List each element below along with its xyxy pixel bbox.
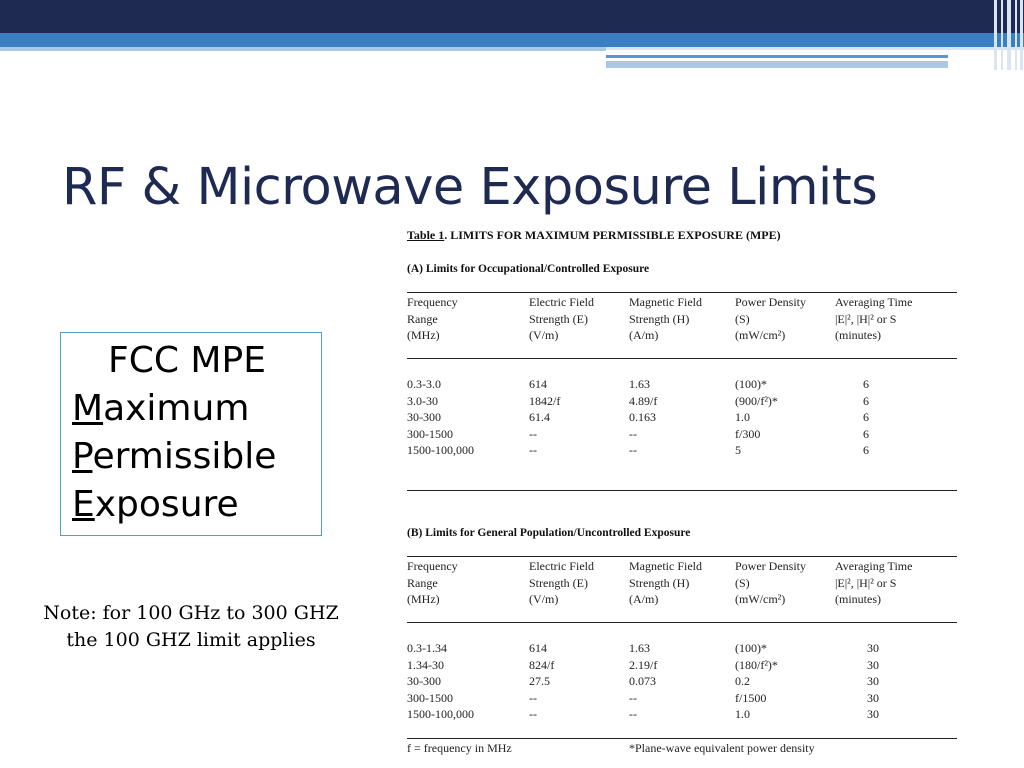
table-rule bbox=[407, 738, 957, 739]
table-cell: (900/f²)* bbox=[735, 393, 778, 408]
table-cell: 1.0 bbox=[735, 707, 750, 721]
table-cell: 0.3-1.34 bbox=[407, 641, 447, 655]
column-header-cell: (S) bbox=[735, 575, 750, 590]
table-rule bbox=[407, 556, 957, 557]
column-header-cell: Range bbox=[407, 575, 438, 590]
fcc-box-heading: FCC MPE bbox=[108, 340, 266, 381]
table-cell: f/1500 bbox=[735, 690, 767, 705]
table-cell: 614 bbox=[529, 641, 547, 655]
table-cell: 6 bbox=[863, 426, 869, 441]
column-header-cell: Averaging Time bbox=[835, 559, 913, 573]
table-cell: 4.89/f bbox=[629, 393, 658, 408]
column-header-cell: |E|², |H|² or S bbox=[835, 311, 897, 326]
table-cell: -- bbox=[529, 707, 537, 721]
table-cell: 1500-100,000 bbox=[407, 707, 474, 721]
table-cell: -- bbox=[529, 443, 537, 457]
header-bar-navy bbox=[0, 0, 1024, 33]
section-a-title: (A) Limits for Occupational/Controlled Exposure bbox=[407, 263, 650, 275]
table-cell: 1.63 bbox=[629, 377, 650, 391]
column-header-cell: (S) bbox=[735, 311, 750, 326]
column-header-cell: Frequency bbox=[407, 559, 458, 573]
fcc-box-line-maximum: Maximum bbox=[72, 388, 250, 429]
footnote-plane-wave: *Plane-wave equivalent power density bbox=[629, 741, 815, 755]
note-line-1: Note: for 100 GHz to 300 GHZ bbox=[43, 602, 339, 624]
table-cell: -- bbox=[629, 426, 637, 441]
column-header-cell: Magnetic Field bbox=[629, 559, 702, 573]
column-header-cell: Frequency bbox=[407, 295, 458, 309]
table-cell: 6 bbox=[863, 443, 869, 457]
table-cell: -- bbox=[629, 443, 637, 457]
table-rule bbox=[407, 490, 957, 491]
column-header-cell: (mW/cm²) bbox=[735, 592, 786, 606]
header-bar-light bbox=[0, 47, 606, 51]
table-cell: 5 bbox=[735, 443, 741, 457]
table-cell: 1842/f bbox=[529, 393, 561, 408]
column-header-cell: (A/m) bbox=[629, 592, 659, 606]
column-header-cell: Averaging Time bbox=[835, 295, 913, 309]
fcc-mpe-box bbox=[60, 332, 322, 536]
table-cell: f/300 bbox=[735, 426, 761, 441]
table-cell: 30 bbox=[867, 707, 879, 721]
table-cell: 614 bbox=[529, 377, 547, 391]
table-cell: 300-1500 bbox=[407, 426, 453, 441]
table-cell: 1.0 bbox=[735, 410, 750, 424]
column-header-cell: (MHz) bbox=[407, 592, 440, 606]
column-header-cell: Strength (H) bbox=[629, 311, 690, 326]
fcc-box-line-exposure: Exposure bbox=[72, 484, 239, 525]
table-cell: -- bbox=[629, 690, 637, 705]
header-bar-blue bbox=[0, 33, 1024, 47]
table-cell: 30-300 bbox=[407, 410, 441, 424]
column-header-cell: Power Density bbox=[735, 295, 806, 309]
table-cell: 30 bbox=[867, 674, 879, 688]
table-cell: 30 bbox=[867, 641, 879, 655]
table-cell: 3.0-30 bbox=[407, 393, 438, 408]
column-header-cell: Strength (E) bbox=[529, 575, 588, 590]
table-cell: 0.3-3.0 bbox=[407, 377, 441, 391]
table-cell: (100)* bbox=[735, 377, 767, 391]
note-line-2: the 100 GHZ limit applies bbox=[66, 629, 316, 651]
header-accent-band bbox=[606, 61, 948, 68]
table-cell: 30 bbox=[867, 657, 879, 672]
table-cell: 2.19/f bbox=[629, 657, 658, 672]
table-cell: 0.073 bbox=[629, 674, 656, 688]
table-rule bbox=[407, 622, 957, 623]
header-bar-pale bbox=[606, 47, 1024, 50]
column-header-cell: (MHz) bbox=[407, 328, 440, 342]
table-cell: 0.163 bbox=[629, 410, 656, 424]
table-cell: -- bbox=[629, 707, 637, 721]
table-rule bbox=[407, 358, 957, 359]
column-header-cell: Magnetic Field bbox=[629, 295, 702, 309]
frequency-note bbox=[18, 600, 364, 654]
table-cell: -- bbox=[529, 426, 537, 441]
column-header-cell: (mW/cm²) bbox=[735, 328, 786, 342]
column-header-cell: Strength (H) bbox=[629, 575, 690, 590]
table-cell: 61.4 bbox=[529, 410, 550, 424]
column-header-cell: Electric Field bbox=[529, 559, 594, 573]
slide-title: RF & Microwave Exposure Limits bbox=[62, 158, 878, 217]
table-cell: 6 bbox=[863, 410, 869, 424]
header-accent-line bbox=[606, 55, 948, 58]
table-cell: 0.2 bbox=[735, 674, 750, 688]
header-stripes bbox=[992, 0, 1024, 70]
table-cell: 1500-100,000 bbox=[407, 443, 474, 457]
table-cell: 1.63 bbox=[629, 641, 650, 655]
footnote-frequency: f = frequency in MHz bbox=[407, 741, 512, 755]
table-caption: Table 1. LIMITS FOR MAXIMUM PERMISSIBLE EXPOSURE (MPE) bbox=[407, 228, 781, 242]
table-cell: 27.5 bbox=[529, 674, 550, 688]
table-cell: -- bbox=[529, 690, 537, 705]
column-header-cell: (minutes) bbox=[835, 328, 881, 342]
table-cell: (180/f²)* bbox=[735, 657, 778, 672]
table-cell: 30 bbox=[867, 690, 879, 705]
table-cell: 824/f bbox=[529, 657, 555, 672]
column-header-cell: Power Density bbox=[735, 559, 806, 573]
column-header-cell: Range bbox=[407, 311, 438, 326]
column-header-cell: (V/m) bbox=[529, 592, 559, 606]
table-cell: (100)* bbox=[735, 641, 767, 655]
table-cell: 1.34-30 bbox=[407, 657, 444, 672]
table-rule bbox=[407, 292, 957, 293]
column-header-cell: (A/m) bbox=[629, 328, 659, 342]
section-b-title: (B) Limits for General Population/Uncontrolled Exposure bbox=[407, 527, 691, 539]
table-cell: 30-300 bbox=[407, 674, 441, 688]
fcc-box-line-permissible: Permissible bbox=[72, 436, 277, 477]
column-header-cell: (V/m) bbox=[529, 328, 559, 342]
column-header-cell: Electric Field bbox=[529, 295, 594, 309]
column-header-cell: (minutes) bbox=[835, 592, 881, 606]
table-cell: 6 bbox=[863, 377, 869, 391]
table-cell: 6 bbox=[863, 393, 869, 408]
table-cell: 300-1500 bbox=[407, 690, 453, 705]
column-header-cell: |E|², |H|² or S bbox=[835, 575, 897, 590]
column-header-cell: Strength (E) bbox=[529, 311, 588, 326]
